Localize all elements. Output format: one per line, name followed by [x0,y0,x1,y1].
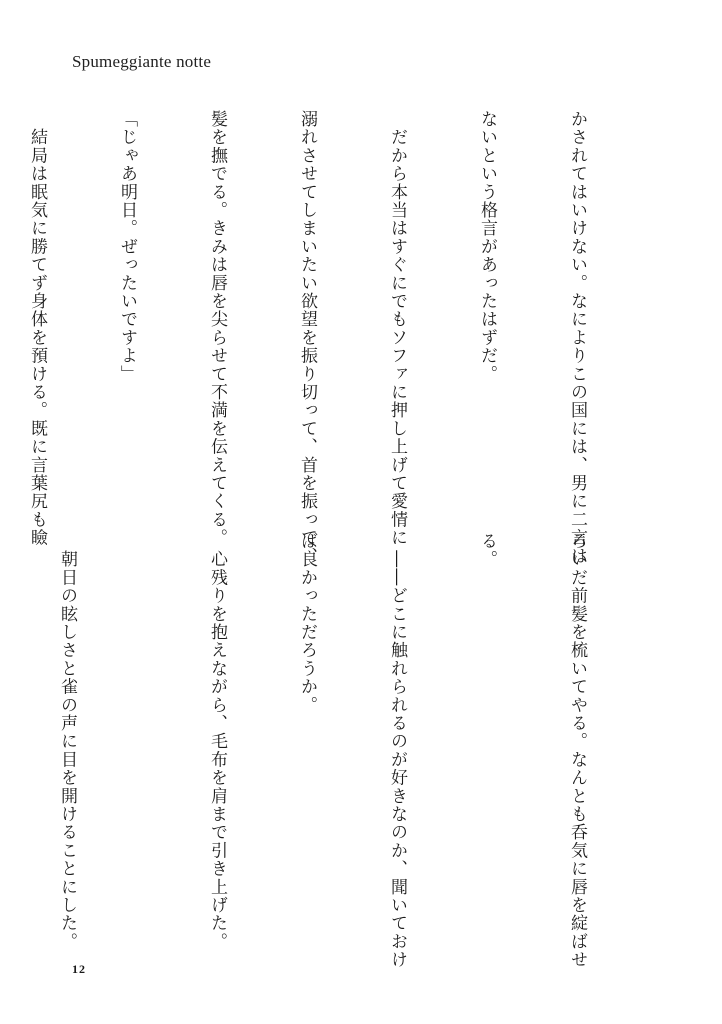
text-line: ろいだ前髪を梳いてやる。なんとも呑気に唇を綻ばせ [567,532,587,969]
page-number: 12 [72,962,86,976]
text-line: 結局は眠気に勝てず身体を預ける。既に言葉尻も瞼 [27,110,47,547]
text-line: 「じゃあ明日。ぜったいですよ」 [117,110,137,383]
text-line: る。 [477,532,497,569]
text-line: 溺れさせてしまいたい欲望を振り切って、首を振って、 [297,110,317,565]
text-line: ――どこに触れられるのが好きなのか、聞いておけ [387,532,407,969]
text-line: 心残りを抱えながら、毛布を肩まで引き上げた。 [207,532,227,951]
text-block-upper [27,110,652,565]
text-line: だから本当はすぐにでもソファに押し上げて愛情に [387,110,407,547]
text-line: ば良かっただろうか。 [297,532,317,714]
text-line: 髪を撫でる。きみは唇を尖らせて不満を伝えてくる。 [207,110,227,547]
running-header: Spumeggiante notte [72,52,212,71]
text-line: かされてはいけない。なによりこの国には、男に二言は [567,110,587,565]
text-line: ないという格言があったはずだ。 [477,110,497,383]
text-line: 朝日の眩しさと雀の声に目を開けることにした。 [57,532,77,951]
